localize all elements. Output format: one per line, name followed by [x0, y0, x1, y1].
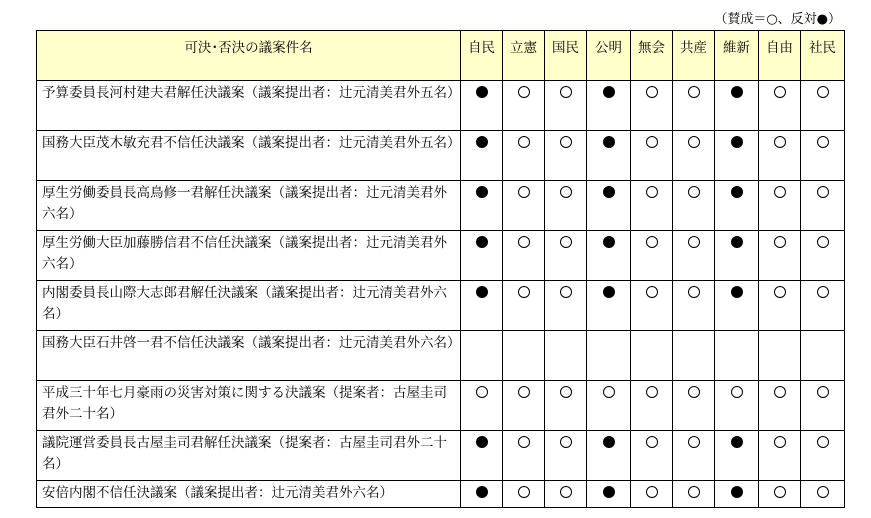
vote-cell: [545, 281, 587, 331]
vote-yes-mark: [560, 436, 572, 448]
vote-yes-mark: [646, 186, 658, 198]
vote-cell: [715, 331, 759, 381]
vote-cell: [673, 331, 715, 381]
vote-no-mark: [476, 136, 488, 148]
vote-cell: [759, 381, 801, 431]
vote-cell: [715, 431, 759, 481]
vote-cell: [801, 81, 845, 131]
vote-yes-mark: [646, 436, 658, 448]
vote-yes-mark: [774, 436, 786, 448]
vote-cell: [631, 181, 673, 231]
vote-no-mark: [476, 186, 488, 198]
bill-name-cell: 平成三十年七月豪雨の災害対策に関する決議案（提案者：古屋圭司君外二十名）: [37, 381, 461, 431]
vote-cell: [545, 181, 587, 231]
party-header: 社民: [801, 31, 845, 81]
vote-yes-mark: [817, 436, 829, 448]
party-header: 自民: [461, 31, 503, 81]
table-row: [37, 231, 845, 281]
bill-name-cell: 国務大臣茂木敏充君不信任決議案（議案提出者：辻元清美君外五名）: [37, 131, 461, 181]
vote-cell: [631, 381, 673, 431]
vote-cell: [801, 281, 845, 331]
vote-cell: [503, 431, 545, 481]
bill-name-cell: 議院運営委員長古屋圭司君解任決議案（提案者：古屋圭司君外二十名）: [37, 431, 461, 481]
vote-legend: （賛成＝○、反対●）: [714, 12, 841, 27]
vote-yes-mark: [518, 436, 530, 448]
bill-name-header: 可決･否決の議案件名: [37, 31, 461, 81]
vote-no-mark: [476, 86, 488, 98]
table-row: [37, 381, 845, 431]
vote-yes-mark: [774, 136, 786, 148]
vote-no-mark: [603, 86, 615, 98]
vote-no-mark: [603, 286, 615, 298]
vote-cell: [631, 431, 673, 481]
bill-name-cell: 厚生労働委員長高鳥修一君解任決議案（議案提出者：辻元清美君外六名）: [37, 181, 461, 231]
vote-cell: [673, 81, 715, 131]
vote-cell: [545, 431, 587, 481]
vote-cell: [631, 331, 673, 381]
vote-cell: [759, 431, 801, 481]
party-header: 自由: [759, 31, 801, 81]
vote-yes-mark: [646, 286, 658, 298]
party-header: 立憲: [503, 31, 545, 81]
vote-cell: [545, 481, 587, 508]
vote-yes-mark: [560, 186, 572, 198]
vote-yes-mark: [774, 286, 786, 298]
vote-yes-mark: [518, 486, 530, 498]
vote-cell: [631, 131, 673, 181]
vote-yes-mark: [518, 136, 530, 148]
vote-cell: [715, 131, 759, 181]
vote-cell: [587, 381, 631, 431]
vote-yes-mark: [518, 186, 530, 198]
party-header: 無会: [631, 31, 673, 81]
vote-cell: [673, 431, 715, 481]
bill-name-cell: 国務大臣石井啓一君不信任決議案（議案提出者：辻元清美君外六名）: [37, 331, 461, 381]
vote-cell: [715, 231, 759, 281]
vote-yes-mark: [560, 386, 572, 398]
vote-cell: [801, 431, 845, 481]
vote-yes-mark: [817, 136, 829, 148]
vote-no-mark: [603, 136, 615, 148]
vote-yes-mark: [817, 186, 829, 198]
vote-no-mark: [476, 436, 488, 448]
vote-cell: [503, 381, 545, 431]
vote-yes-mark: [646, 86, 658, 98]
vote-yes-mark: [688, 386, 700, 398]
vote-cell: [715, 481, 759, 508]
vote-cell: [759, 231, 801, 281]
vote-no-mark: [731, 486, 743, 498]
vote-no-mark: [476, 486, 488, 498]
vote-yes-mark: [774, 236, 786, 248]
vote-cell: [801, 231, 845, 281]
vote-yes-mark: [518, 286, 530, 298]
vote-cell: [461, 131, 503, 181]
vote-cell: [801, 381, 845, 431]
vote-cell: [759, 331, 801, 381]
vote-cell: [461, 481, 503, 508]
vote-cell: [715, 281, 759, 331]
vote-no-mark: [731, 186, 743, 198]
vote-yes-mark: [688, 436, 700, 448]
vote-cell: [631, 281, 673, 331]
vote-yes-mark: [560, 136, 572, 148]
vote-yes-mark: [774, 486, 786, 498]
vote-yes-mark: [646, 386, 658, 398]
vote-cell: [673, 231, 715, 281]
vote-yes-mark: [817, 386, 829, 398]
vote-yes-mark: [560, 236, 572, 248]
vote-no-mark: [731, 136, 743, 148]
vote-yes-mark: [817, 236, 829, 248]
vote-cell: [503, 331, 545, 381]
vote-cell: [631, 81, 673, 131]
vote-cell: [759, 131, 801, 181]
bill-name-cell: 予算委員長河村建夫君解任決議案（議案提出者：辻元清美君外五名）: [37, 81, 461, 131]
vote-yes-mark: [817, 86, 829, 98]
vote-cell: [759, 181, 801, 231]
vote-cell: [503, 231, 545, 281]
vote-yes-mark: [817, 286, 829, 298]
vote-no-mark: [603, 186, 615, 198]
table-header-row: [37, 31, 845, 81]
vote-cell: [759, 481, 801, 508]
vote-cell: [461, 281, 503, 331]
vote-cell: [461, 331, 503, 381]
table-row: [37, 131, 845, 181]
vote-cell: [587, 131, 631, 181]
vote-cell: [801, 331, 845, 381]
vote-cell: [673, 481, 715, 508]
vote-cell: [545, 81, 587, 131]
vote-no-mark: [731, 436, 743, 448]
table-row: [37, 81, 845, 131]
vote-cell: [801, 481, 845, 508]
vote-cell: [545, 131, 587, 181]
vote-yes-mark: [560, 86, 572, 98]
party-header: 国民: [545, 31, 587, 81]
vote-yes-mark: [646, 236, 658, 248]
vote-cell: [673, 181, 715, 231]
vote-results-table: [36, 30, 845, 508]
vote-yes-mark: [603, 386, 615, 398]
vote-yes-mark: [560, 286, 572, 298]
vote-cell: [587, 231, 631, 281]
vote-cell: [503, 131, 545, 181]
table-row: [37, 281, 845, 331]
vote-yes-mark: [560, 486, 572, 498]
party-header: 共産: [673, 31, 715, 81]
vote-no-mark: [476, 236, 488, 248]
vote-cell: [461, 231, 503, 281]
vote-cell: [715, 381, 759, 431]
vote-cell: [503, 181, 545, 231]
vote-cell: [673, 131, 715, 181]
vote-yes-mark: [646, 136, 658, 148]
vote-yes-mark: [774, 386, 786, 398]
vote-yes-mark: [817, 486, 829, 498]
table-row: [37, 481, 845, 508]
vote-cell: [715, 81, 759, 131]
vote-no-mark: [603, 236, 615, 248]
bill-name-cell: 安倍内閣不信任決議案（議案提出者：辻元清美君外六名）: [37, 481, 461, 508]
table-row: [37, 431, 845, 481]
vote-cell: [545, 331, 587, 381]
vote-no-mark: [476, 286, 488, 298]
vote-cell: [759, 281, 801, 331]
vote-no-mark: [603, 486, 615, 498]
vote-yes-mark: [774, 86, 786, 98]
vote-yes-mark: [774, 186, 786, 198]
vote-cell: [503, 481, 545, 508]
vote-yes-mark: [688, 86, 700, 98]
vote-yes-mark: [688, 136, 700, 148]
vote-yes-mark: [646, 486, 658, 498]
vote-no-mark: [731, 86, 743, 98]
vote-cell: [759, 81, 801, 131]
vote-cell: [461, 431, 503, 481]
bill-name-cell: 内閣委員長山際大志郎君解任決議案（議案提出者：辻元清美君外六名）: [37, 281, 461, 331]
vote-cell: [587, 81, 631, 131]
vote-no-mark: [731, 236, 743, 248]
vote-yes-mark: [518, 236, 530, 248]
vote-yes-mark: [518, 386, 530, 398]
vote-yes-mark: [688, 186, 700, 198]
vote-cell: [587, 181, 631, 231]
vote-cell: [587, 481, 631, 508]
vote-yes-mark: [688, 486, 700, 498]
vote-cell: [673, 281, 715, 331]
vote-cell: [631, 481, 673, 508]
vote-cell: [673, 381, 715, 431]
vote-yes-mark: [731, 386, 743, 398]
table-row: [37, 331, 845, 381]
party-header: 公明: [587, 31, 631, 81]
vote-cell: [715, 181, 759, 231]
vote-cell: [545, 231, 587, 281]
vote-yes-mark: [688, 236, 700, 248]
vote-cell: [587, 331, 631, 381]
vote-no-mark: [603, 436, 615, 448]
vote-no-mark: [731, 286, 743, 298]
vote-cell: [503, 81, 545, 131]
vote-cell: [545, 381, 587, 431]
vote-cell: [461, 181, 503, 231]
vote-cell: [461, 81, 503, 131]
party-header: 維新: [715, 31, 759, 81]
vote-cell: [503, 281, 545, 331]
table-row: [37, 181, 845, 231]
vote-cell: [461, 381, 503, 431]
vote-cell: [587, 431, 631, 481]
vote-yes-mark: [688, 286, 700, 298]
vote-cell: [631, 231, 673, 281]
vote-cell: [587, 281, 631, 331]
vote-cell: [801, 181, 845, 231]
bill-name-cell: 厚生労働大臣加藤勝信君不信任決議案（議案提出者：辻元清美君外六名）: [37, 231, 461, 281]
vote-yes-mark: [476, 386, 488, 398]
vote-cell: [801, 131, 845, 181]
vote-yes-mark: [518, 86, 530, 98]
